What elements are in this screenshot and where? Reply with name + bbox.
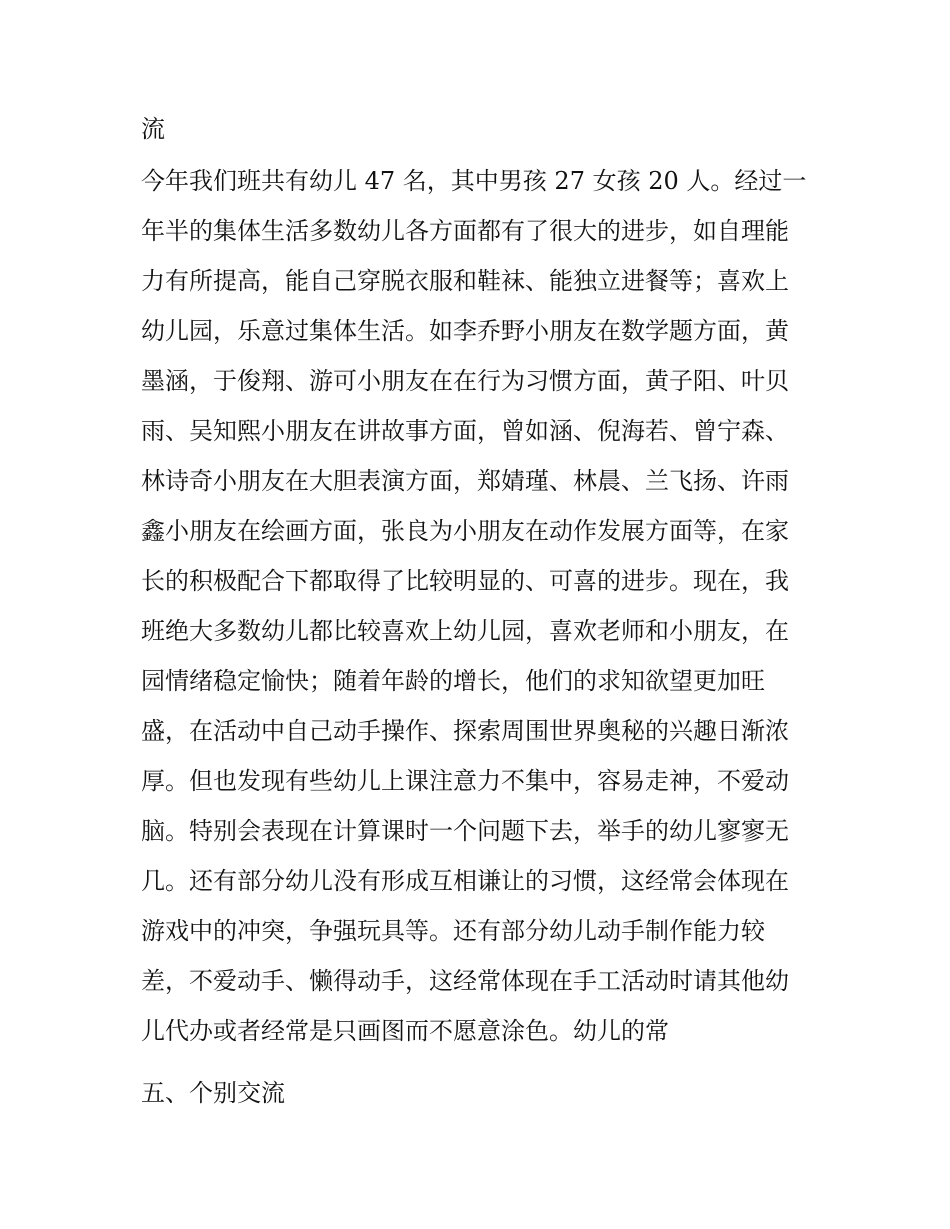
text-line: 游戏中的冲突，争强玩具等。还有部分幼儿动手制作能力较	[141, 917, 765, 945]
text-line: 墨涵，于俊翔、游可小朋友在在行为习惯方面，黄子阳、叶贝	[141, 367, 789, 395]
text-line: 今年我们班共有幼儿 47 名，其中男孩 27 女孩 20 人。经过一	[141, 167, 807, 195]
text-line: 脑。特别会表现在计算课时一个问题下去，举手的幼儿寥寥无	[141, 817, 789, 845]
text-line: 厚。但也发现有些幼儿上课注意力不集中，容易走神，不爱动	[141, 767, 789, 795]
text-line: 流	[141, 115, 165, 143]
text-line: 差，不爱动手、懒得动手，这经常体现在手工活动时请其他幼	[141, 967, 789, 995]
text-line: 班绝大多数幼儿都比较喜欢上幼儿园，喜欢老师和小朋友，在	[141, 617, 789, 645]
text-line: 盛，在活动中自己动手操作、探索周围世界奥秘的兴趣日渐浓	[141, 717, 789, 745]
text-line: 年半的集体生活多数幼儿各方面都有了很大的进步，如自理能	[141, 217, 789, 245]
text-line: 园情绪稳定愉快；随着年龄的增长，他们的求知欲望更加旺	[141, 667, 765, 695]
text-line: 力有所提高，能自己穿脱衣服和鞋袜、能独立进餐等；喜欢上	[141, 267, 789, 295]
text-line: 几。还有部分幼儿没有形成互相谦让的习惯，这经常会体现在	[141, 867, 789, 895]
text-line: 雨、吴知熙小朋友在讲故事方面，曾如涵、倪海若、曾宁森、	[141, 417, 789, 445]
text-line: 幼儿园，乐意过集体生活。如李乔野小朋友在数学题方面，黄	[141, 317, 789, 345]
text-line: 长的积极配合下都取得了比较明显的、可喜的进步。现在，我	[141, 567, 789, 595]
text-line: 林诗奇小朋友在大胆表演方面，郑婧瑾、林晨、兰飞扬、许雨	[141, 467, 789, 495]
section-heading: 五、个别交流	[141, 1079, 285, 1107]
text-line: 鑫小朋友在绘画方面，张良为小朋友在动作发展方面等，在家	[141, 517, 789, 545]
text-line: 儿代办或者经常是只画图而不愿意涂色。幼儿的常	[141, 1017, 669, 1045]
